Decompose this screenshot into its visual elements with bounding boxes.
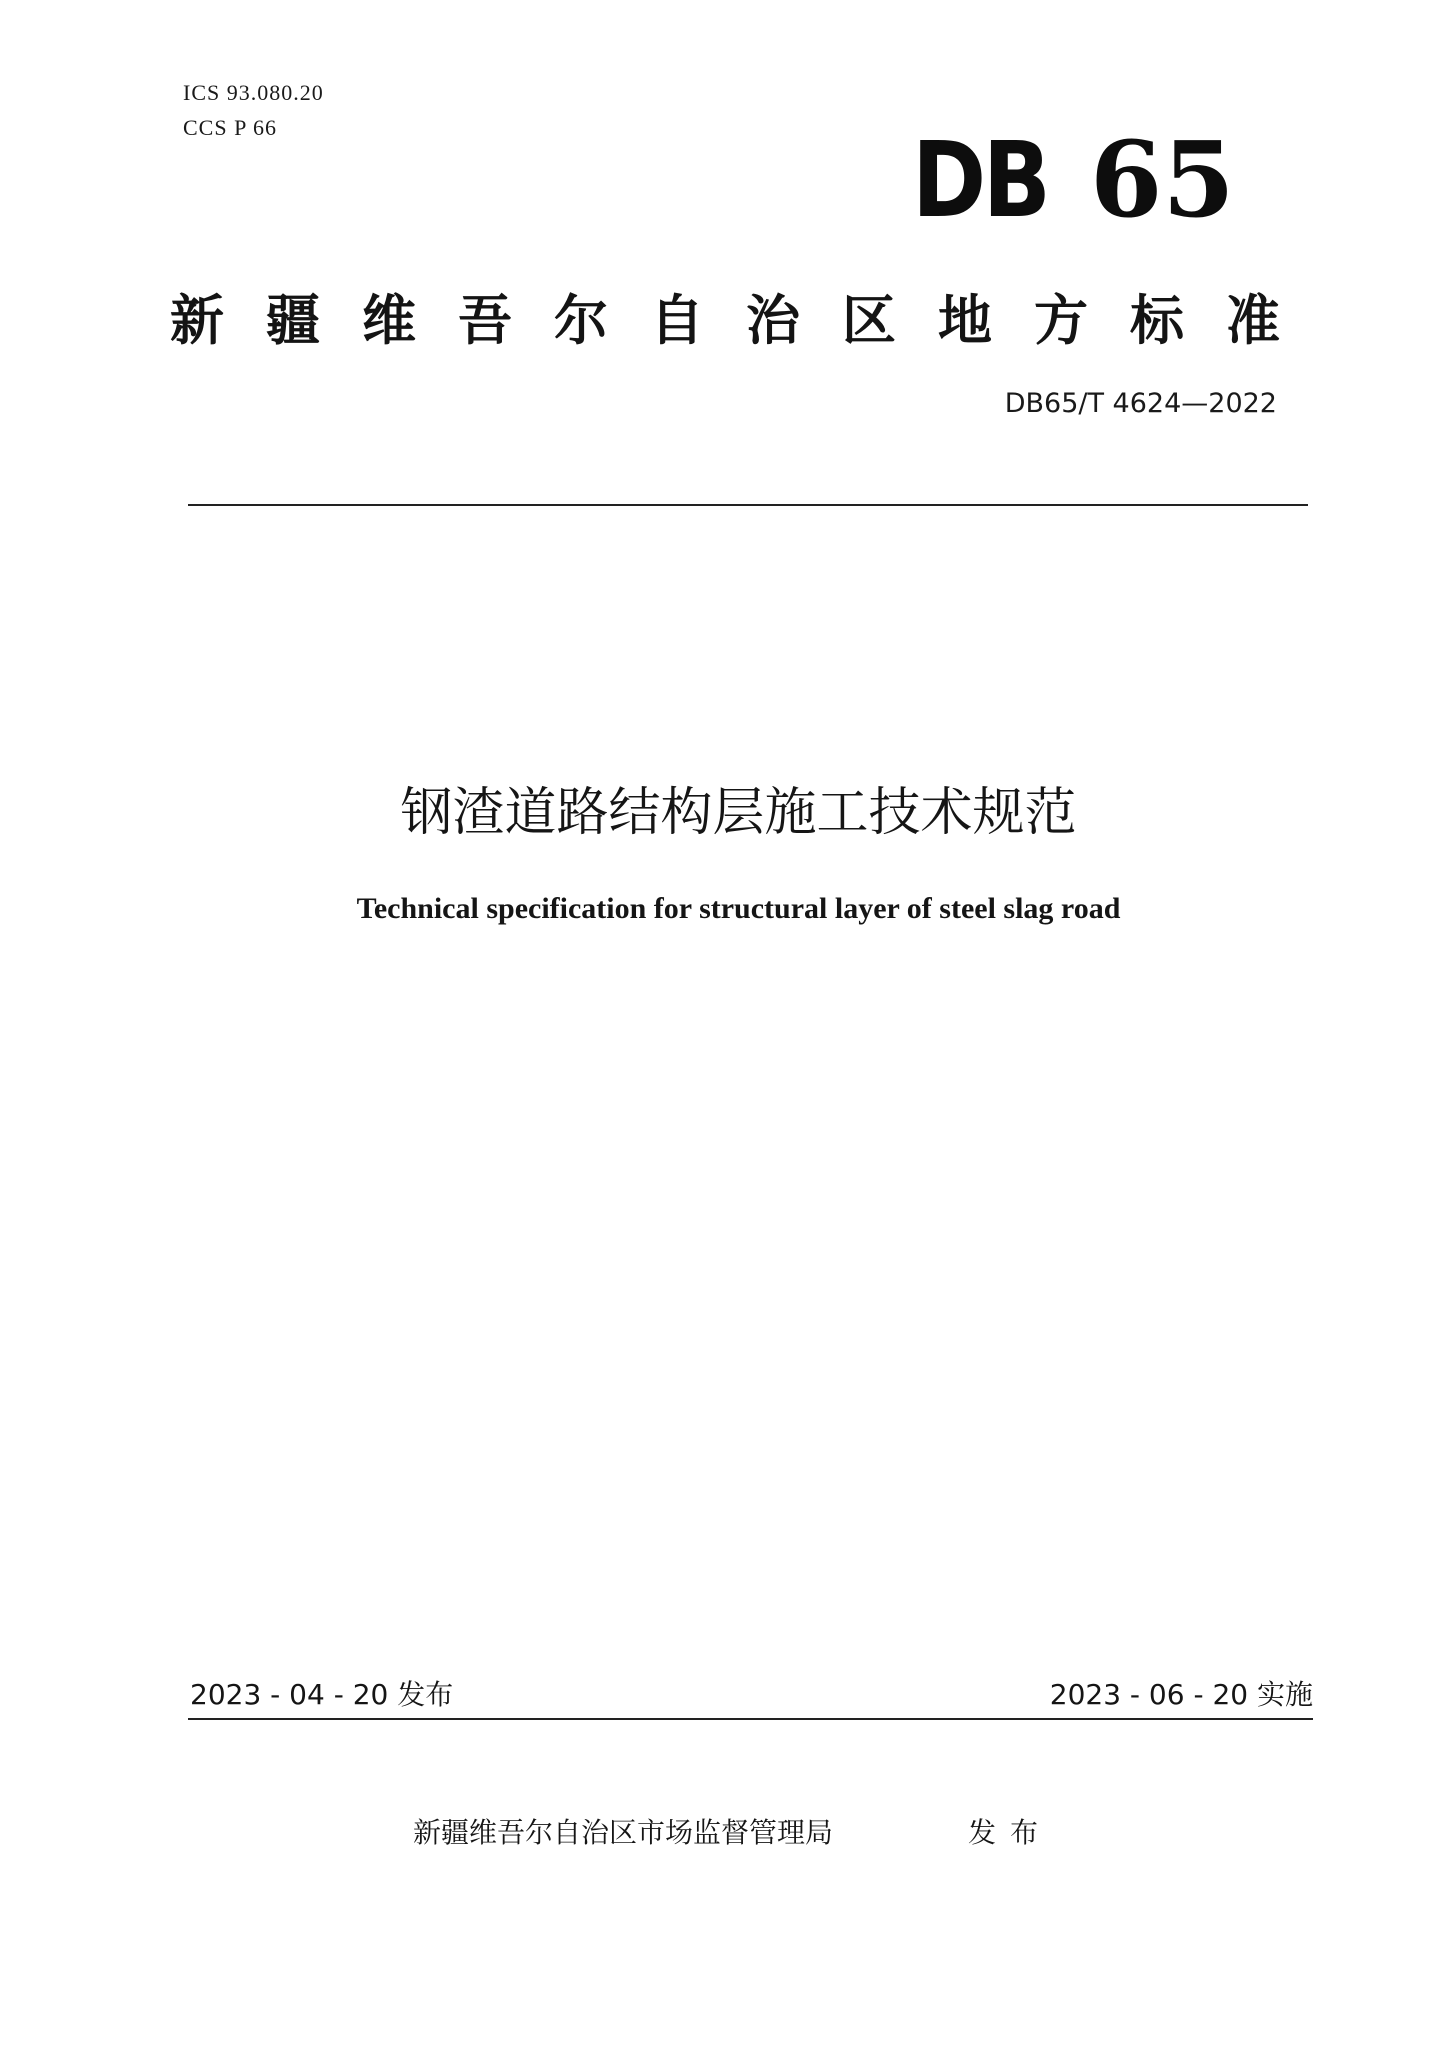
implementation-date: 2023 - 06 - 20 实施 <box>1049 1678 1313 1711</box>
issuing-authority: 新疆维吾尔自治区市场监督管理局 <box>413 1816 834 1849</box>
bottom-divider <box>188 1718 1313 1720</box>
ccs-code: CCS P 66 <box>183 115 278 140</box>
ics-code: ICS 93.080.20 <box>183 80 324 105</box>
db-logo-prefix: DB <box>912 119 1048 241</box>
top-divider <box>188 504 1308 506</box>
db-logo <box>912 118 1235 241</box>
issue-label: 发布 <box>968 1816 1053 1849</box>
db-logo-number: 65 <box>1090 118 1235 241</box>
publish-date: 2023 - 04 - 20 发布 <box>190 1678 454 1711</box>
document-title-english: Technical specification for structural layer of steel slag road <box>356 892 1121 925</box>
standard-number: DB65/T 4624—2022 <box>1004 388 1277 419</box>
region-standard-title: 新疆维吾尔自治区地方标准 <box>170 289 1322 352</box>
document-title-chinese: 钢渣道路结构层施工技术规范 <box>400 783 1077 843</box>
